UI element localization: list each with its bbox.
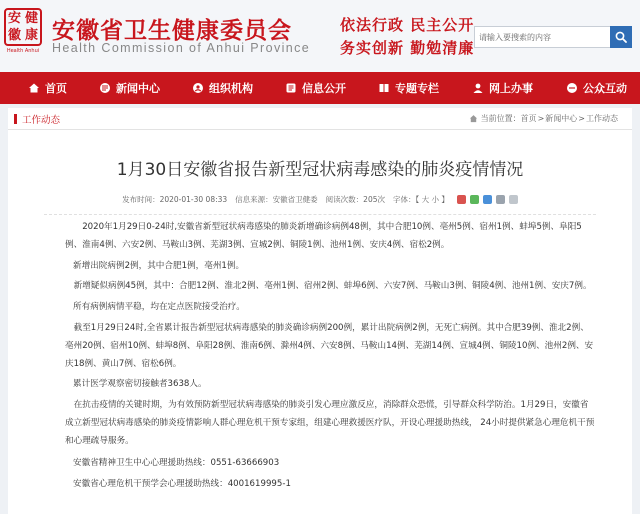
search-box xyxy=(474,26,632,48)
paragraph: 累计医学观察密切接触者3638人。 xyxy=(73,379,207,390)
article-meta xyxy=(8,194,632,205)
topic-icon xyxy=(378,82,390,94)
paragraph: 所有病例病情平稳，均在定点医院接受治疗。 xyxy=(73,302,245,313)
share-weibo-icon[interactable] xyxy=(457,195,466,204)
info-icon xyxy=(285,82,297,94)
news-icon xyxy=(99,82,111,94)
nav-item-info[interactable]: 信息公开 xyxy=(285,72,346,104)
publish-date: 发布时间：2020-01-30 08:33 xyxy=(122,195,228,204)
logo-subtext: Health Anhui xyxy=(6,48,40,54)
nav-item-topics[interactable]: 专题专栏 xyxy=(378,72,439,104)
print-icon[interactable] xyxy=(496,195,505,204)
main-nav xyxy=(0,72,640,104)
nav-item-home[interactable]: 首页 xyxy=(28,72,67,104)
paragraph: 新增疑似病例45例，其中：合肥12例、淮北2例、亳州1例、宿州2例、蚌埠6例、六安7例、马鞍山3例、铜陵4例、池州1例、安庆7例。 xyxy=(73,281,592,292)
article-title: 1月30日安徽省报告新型冠状病毒感染的肺炎疫情情况 xyxy=(116,160,524,180)
share-icons xyxy=(457,194,518,205)
site-subtitle: Health Commission of Anhui Province xyxy=(52,41,311,55)
home-icon xyxy=(469,114,478,123)
breadcrumb-work-news[interactable]: 工作动态 xyxy=(586,114,618,123)
paragraph: 新增出院病例2例，其中合肥1例，亳州1例。 xyxy=(73,260,245,271)
paragraph: 2020年1月29日0-24时,安徽省新型冠状病毒感染的肺炎新增确诊病例48例，其中合肥10例、亳州5例、宿州1例、蚌埠5例、阜阳5例、淮南4例、六安2例、马鞍山3例、芜湖3例、宣城2例、铜陵1例、池州1例、安庆4例、宿松2例。 xyxy=(65,222,582,250)
hotline-mental-health-center: 安徽省精神卫生中心心理援助热线：0551-63666903 xyxy=(73,457,280,468)
font-size-toggle[interactable]: 字体：【 大 小 】 xyxy=(393,195,449,204)
view-count: 阅读次数：205次 xyxy=(325,195,385,204)
article-panel xyxy=(8,108,632,514)
share-wechat-icon[interactable] xyxy=(470,195,479,204)
nav-item-interaction[interactable]: 公众互动 xyxy=(566,72,627,104)
logo-seal: 安 健 徽 康 xyxy=(4,8,42,46)
home-icon xyxy=(28,82,40,94)
slogan-line-2: 务实创新 勤勉清廉 xyxy=(340,39,475,57)
site-title: 安徽省卫生健康委员会 xyxy=(52,18,292,44)
article-body xyxy=(65,222,595,497)
info-source: 信息来源：安徽省卫健委 xyxy=(235,195,318,204)
title-divider xyxy=(44,214,596,215)
location-bar xyxy=(8,108,632,130)
search-icon xyxy=(615,31,627,43)
search-input[interactable] xyxy=(479,29,607,45)
breadcrumb: 当前位置： 首页 > 新闻中心 > 工作动态 xyxy=(469,113,618,124)
hotline-crisis-intervention: 安徽省心理危机干预学会心理援助热线：4001619995-1 xyxy=(73,479,291,490)
nav-item-online-services[interactable]: 网上办事 xyxy=(472,72,533,104)
share-qq-icon[interactable] xyxy=(483,195,492,204)
paragraph: 在抗击疫情的关键时期，为有效预防新型冠状病毒感染的肺炎引发心理应激反应，消除群众恐慌，引导群众科学防治。1月29日，安徽省成立新型冠状病毒感染的肺炎疫情影响人群心理危机干预专家组，组建心理救援医疗队，开设心理援助热线， 24小时提供紧急心理危机干预和心理疏导服务。 xyxy=(65,400,595,446)
org-icon xyxy=(192,82,204,94)
nav-item-news[interactable]: 新闻中心 xyxy=(99,72,160,104)
search-button[interactable] xyxy=(610,26,632,48)
breadcrumb-home[interactable]: 首页 xyxy=(520,114,537,123)
section-title: 工作动态 xyxy=(22,115,61,126)
section-marker xyxy=(14,114,17,124)
interact-icon xyxy=(566,82,578,94)
site-header xyxy=(0,0,640,72)
close-window-icon[interactable] xyxy=(509,195,518,204)
paragraph: 截至1月29日24时,全省累计报告新型冠状病毒感染的肺炎确诊病例200例，累计出院病例2例，无死亡病例。其中合肥39例、淮北2例、亳州20例、宿州10例、蚌埠8例、阜阳28例、淮南6例、滁州4例、六安8例、马鞍山14例、芜湖14例、宣城4例、铜陵10例、池州2例、安庆18例、黄山7例、宿松6例。 xyxy=(65,322,594,369)
slogan-line-1: 依法行政 民主公开 xyxy=(340,16,475,34)
nav-item-org[interactable]: 组织机构 xyxy=(192,72,253,104)
breadcrumb-news-center[interactable]: 新闻中心 xyxy=(545,114,578,123)
site-logo[interactable] xyxy=(4,8,42,52)
service-icon xyxy=(472,82,484,94)
